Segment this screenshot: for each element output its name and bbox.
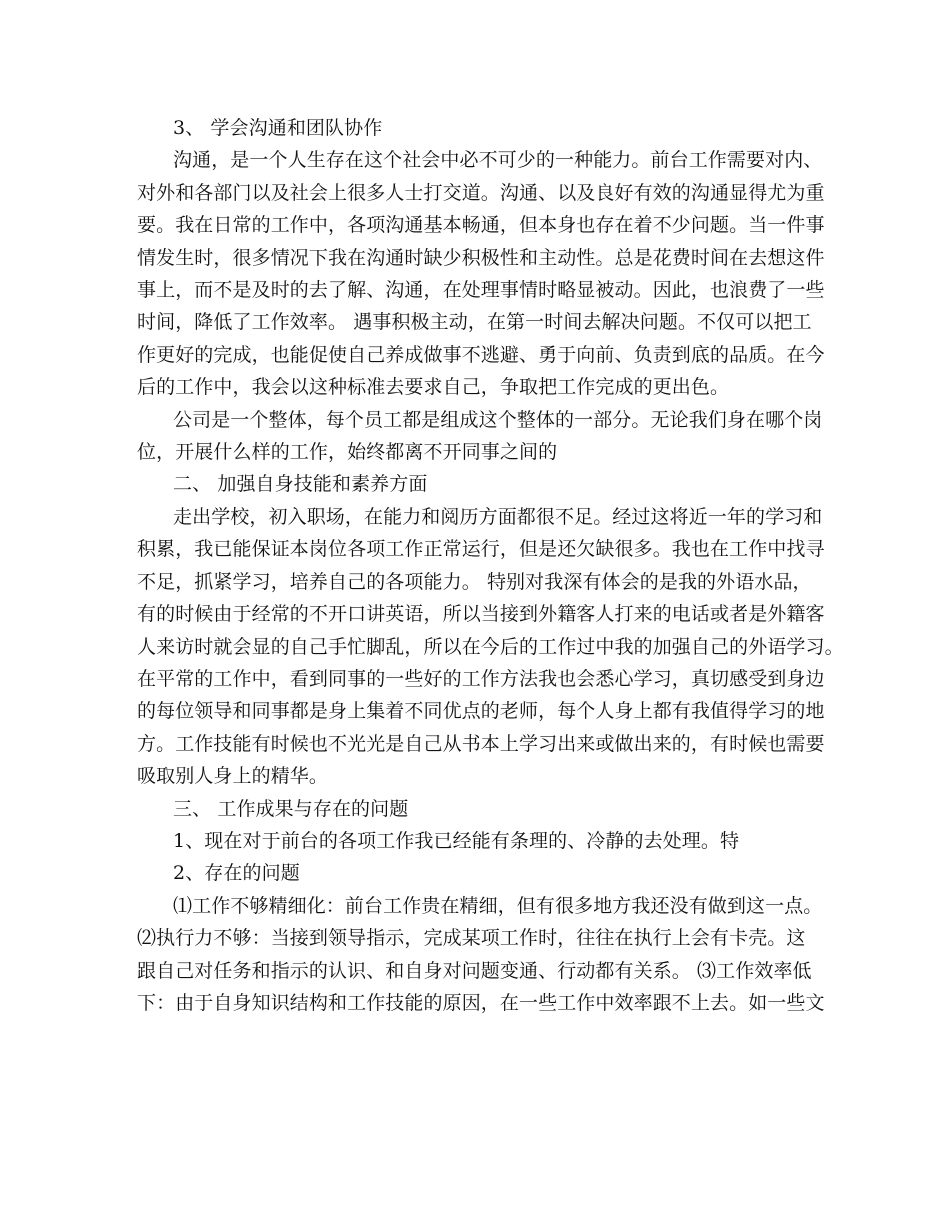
paragraph-line: 沟通，是一个人生存在这个社会中必不可少的一种能力。前台工作需要对内、 [173, 149, 823, 172]
paragraph-line: 位，开展什么样的工作，始终都离不开同事之间的 [137, 441, 558, 464]
paragraph-line: 的每位领导和同事都是身上集着不同优点的老师，每个人身上都有我值得学习的地 [137, 700, 825, 723]
paragraph-line: 对外和各部门以及社会上很多人士打交道。沟通、以及良好有效的沟通显得尤为重 [137, 181, 825, 204]
section-heading: 二、 加强自身技能和素养方面 [173, 473, 428, 496]
paragraph-line: 人来访时就会显的自己手忙脚乱，所以在今后的工作过中我的加强自己的外语学习。 [137, 635, 844, 658]
section-heading: 三、 工作成果与存在的问题 [173, 797, 409, 820]
paragraph-line: 时间，降低了工作效率。 遇事积极主动，在第一时间去解决问题。不仅可以把工 [137, 311, 812, 334]
paragraph-line: 在平常的工作中，看到同事的一些好的工作方法我也会悉心学习，真切感受到身边 [137, 667, 825, 690]
paragraph-line: 积累，我已能保证本岗位各项工作正常运行，但是还欠缺很多。我也在工作中找寻 [137, 538, 825, 561]
paragraph-line: 要。我在日常的工作中，各项沟通基本畅通，但本身也存在着不少问题。当一件事 [137, 214, 825, 237]
paragraph-line: 不足，抓紧学习，培养自己的各项能力。 特别对我深有体会的是我的外语水品， [137, 570, 812, 593]
paragraph-line: 走出学校，初入职场，在能力和阅历方面都很不足。经过这将近一年的学习和 [173, 505, 823, 528]
paragraph-line: ⑵执行力不够：当接到领导指示，完成某项工作时，往往在执行上会有卡壳。这 [137, 927, 806, 950]
paragraph-line: 作更好的完成，也能促使自己养成做事不逃避、勇于向前、负责到底的品质。在今 [137, 343, 825, 366]
paragraph-line: ⑴工作不够精细化：前台工作贵在精细，但有很多地方我还没有做到这一点。 [173, 894, 823, 917]
section-heading: 3、 学会沟通和团队协作 [173, 117, 383, 139]
paragraph-line: 2、存在的问题 [173, 862, 300, 885]
paragraph-line: 下：由于自身知识结构和工作技能的原因，在一些工作中效率跟不上去。如一些文 [137, 991, 825, 1014]
paragraph-line: 有的时候由于经常的不开口讲英语，所以当接到外籍客人打来的电话或者是外籍客 [137, 603, 825, 626]
paragraph-line: 方。工作技能有时候也不光光是自己从书本上学习出来或做出来的，有时候也需要 [137, 732, 825, 755]
paragraph-line: 后的工作中，我会以这种标准去要求自己，争取把工作完成的更出色。 [137, 376, 730, 399]
paragraph-line: 事上，而不是及时的去了解、沟通，在处理事情时略显被动。因此，也浪费了一些 [137, 279, 825, 302]
paragraph-line: 跟自己对任务和指示的认识、和自身对问题变通、行动都有关系。 ⑶工作效率低 [137, 959, 812, 982]
paragraph-line: 1、现在对于前台的各项工作我已经能有条理的、冷静的去处理。特 [173, 829, 740, 852]
paragraph-line: 吸取别人身上的精华。 [137, 765, 329, 788]
document-body [137, 112, 844, 1019]
paragraph-line: 公司是一个整体，每个员工都是组成这个整体的一部分。无论我们身在哪个岗 [173, 408, 823, 431]
paragraph-line: 情发生时，很多情况下我在沟通时缺少积极性和主动性。总是花费时间在去想这件 [137, 246, 825, 269]
